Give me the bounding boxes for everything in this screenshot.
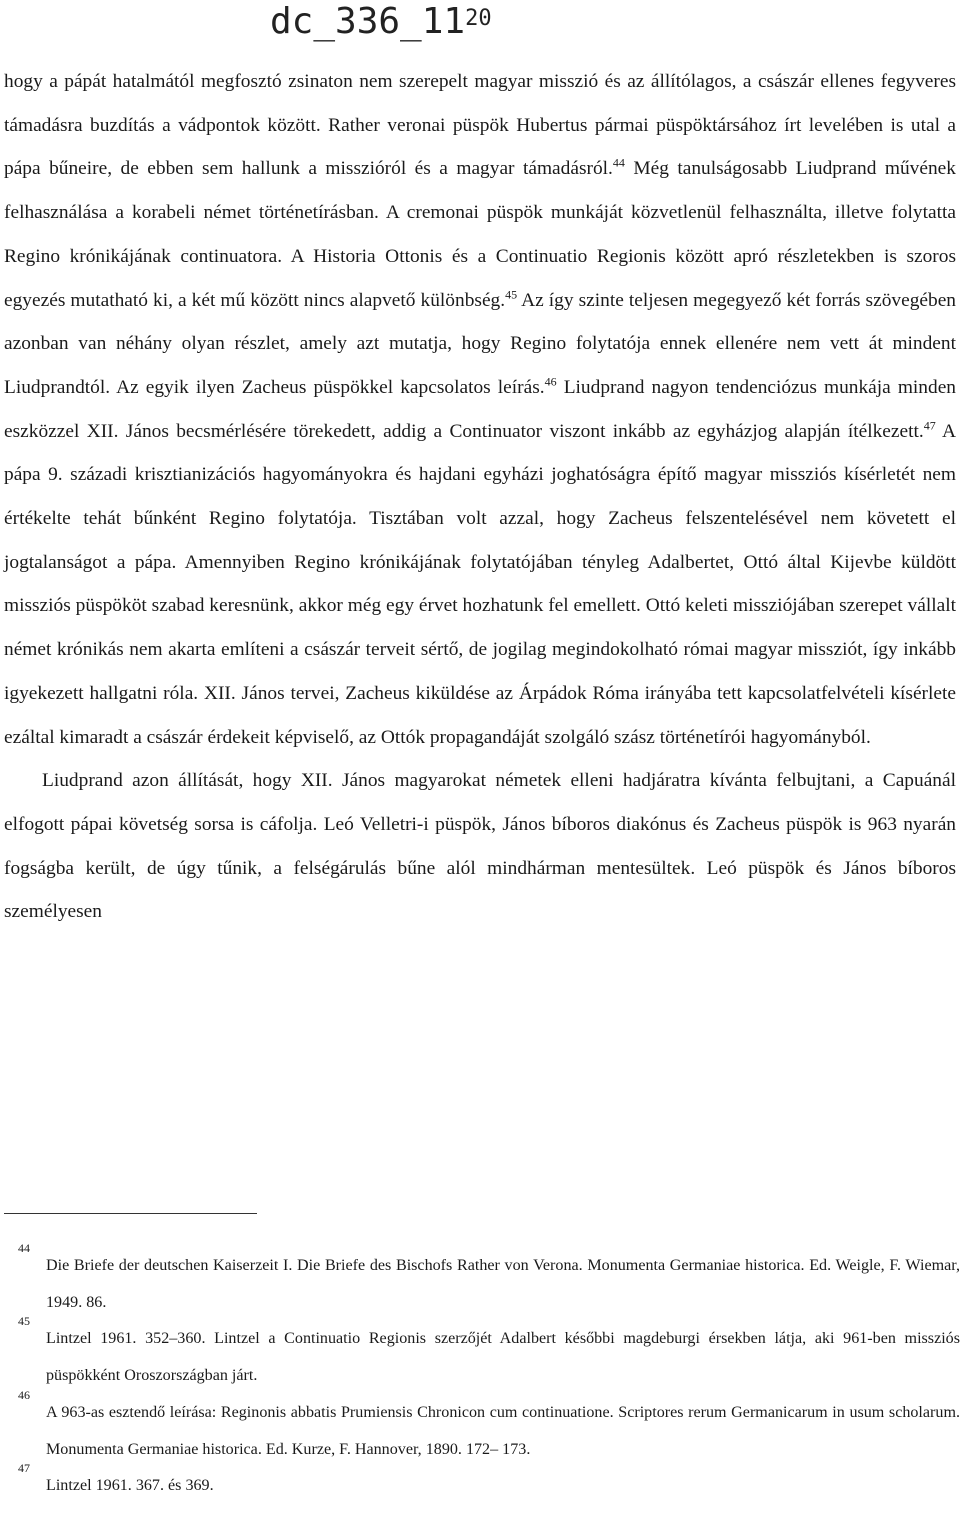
footnote-text: Lintzel 1961. 367. és 369. [46,1477,214,1495]
footnote-number: 46 [18,1387,30,1402]
footnote-ref-45[interactable]: 45 [505,287,518,302]
footnote-text: Lintzel 1961. 352–360. Lintzel a Continuatio Regionis szerzőjét Adalbert későbbi magdeburgi érsekben látja, aki 961-ben missziós püspökként Oroszországban járt. [46,1330,960,1385]
paragraph-1-text-2: Még tanulságosabb Liudprand művének felhasználása a korabeli német történetírásban. A cremonai püspök munkáját közvetlenül felhasználta, illetve folytatta Regino krónikájának continuatora. A Historia Ottonis és a Continuatio Regionis között apró részletekben is szoros egyezés mutatható ki, a két mű között nincs alapvető különbség. [4,158,956,311]
paragraph-1-text-4: Liudprand nagyon tendenciózus munkája minden eszközzel XII. János becsmérlésére törekedett, addig a Continuator viszont inkább az egyházjog alapján ítélkezett. [4,376,956,442]
footnote-ref-44[interactable]: 44 [612,155,625,170]
footnote-number: 45 [18,1314,30,1329]
footnote-text: A 963-as esztendő leírása: Reginonis abbatis Prumiensis Chronicon cum continuatione. Scriptores rerum Germanicarum in usum scholarum. Monumenta Germaniae historica. Ed. Kurze, F. Hannover, 1890. 172– 173. [46,1403,960,1458]
paragraph-1-text-5: A pápa 9. századi krisztianizációs hagyományokra és hajdani egyházi joghatóságra építő magyar missziós kísérletét nem értékelte tehát bűnként Regino folytatója. Tisztában volt azzal, hogy Zacheus felszentelésével nem követett el jogtalanságot a pápa. Amennyiben Regino krónikájának folytatójában tényleg Adalbertet, Ottó által Kijevbe küldött missziós püspököt szabad keresnünk, akkor még egy érvet hozhatunk fel emellett. Ottó keleti missziójában szerepet vállalt német krónikás nem akarta említeni a császár terveit sértő, de jogilag megindokolható római magyar missziót, így inkább igyekezett hallgatni róla. XII. János tervei, Zacheus kiküldése az Árpádok Róma irányába tett kapcsolatfelvételi kísérlete ezáltal kimaradt a császár érdekeit képviselő, az Ottók propagandáját szolgáló szász történetírói hagyományból. [4,420,957,748]
footnote-47 [4,1461,960,1505]
footnote-separator [4,1213,257,1214]
footnote-45 [4,1314,960,1394]
footnote-number: 44 [18,1241,30,1255]
paragraph-1 [4,60,956,759]
paragraph-1-text-3: Az így szinte teljesen megegyező két forrás szövegében azonban van néhány olyan részlet, amely azt mutatja, hogy Regino folytatója ennek ellenére nem vett át mindent Liudprandtól. Az egyik ilyen Zacheus püspökkel kapcsolatos leírás. [4,289,956,398]
footnotes [4,1241,960,1505]
footnote-ref-47[interactable]: 47 [923,418,936,433]
footnote-44 [4,1241,960,1321]
paragraph-1-text-1: hogy a pápát hatalmától megfosztó zsinaton nem szerepelt magyar misszió és az állítólagos, a császár ellenes fegyveres támadásra buzdítás a vádpontok között. Rather veronai püspök Hubertus pármai püspöktársához írt levelében is utal a pápa bűneire, de ebben sem hallunk a misszióról és a magyar támadásról. [4,71,956,180]
footnote-number: 47 [18,1461,30,1476]
paragraph-2: Liudprand azon állítását, hogy XII. János magyarokat németek elleni hadjáratra kívánta felbujtani, a Capuánál elfogott pápai követség sorsa is cáfolja. Leó Velletri-i püspök, János bíboros diakónus és Zacheus püspök is 963 nyarán fogságba került, de úgy tűnik, a felségárulás bűne alól mindhárman mentesültek. Leó püspök és János bíboros személyesen [4,770,956,923]
page-header [270,0,492,49]
document-id: dc_336_11 [270,1,466,42]
footnote-ref-46[interactable]: 46 [544,374,557,389]
body-text [4,60,956,934]
footnote-text: Die Briefe der deutschen Kaiserzeit I. Die Briefe des Bischofs Rather von Verona. Monumenta Germaniae historica. Ed. Weigle, F. Wiemar, 1949. 86. [46,1257,960,1311]
page-number: 20 [465,6,492,31]
footnote-46 [4,1387,960,1468]
